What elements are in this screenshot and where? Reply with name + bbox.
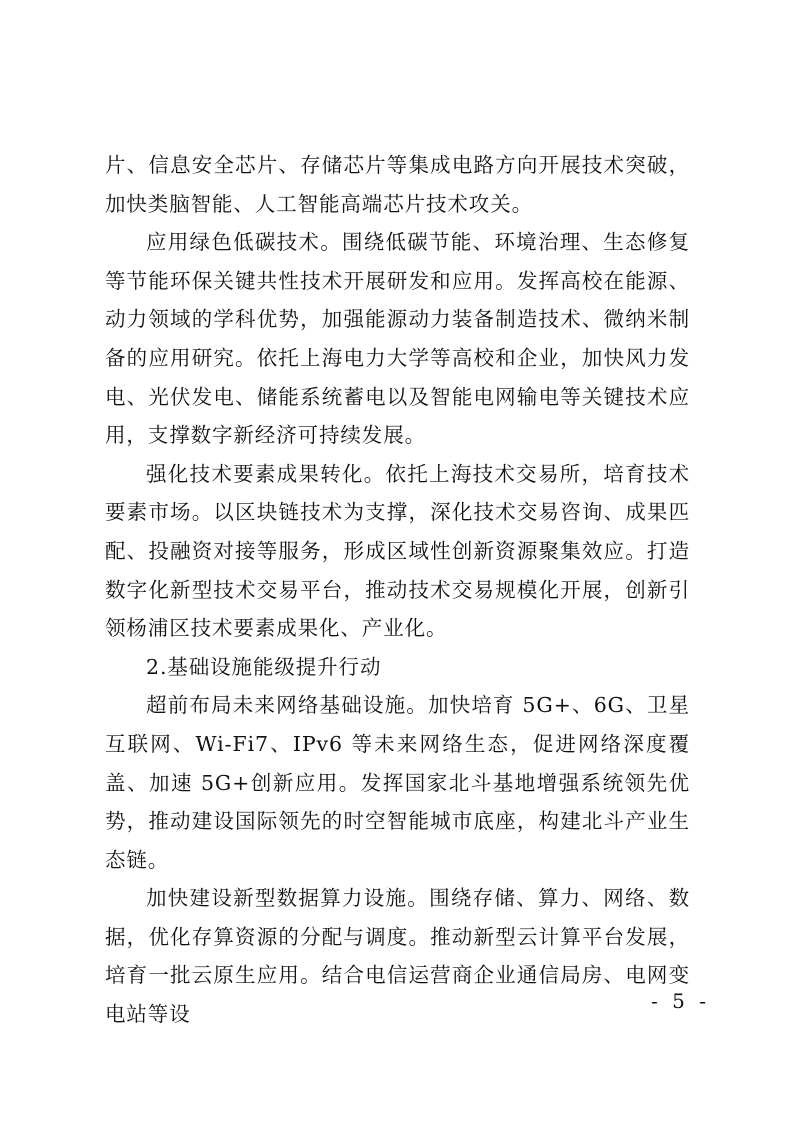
section-heading-infrastructure: 2.基础设施能级提升行动 bbox=[146, 654, 382, 679]
paragraph-tech-transfer: 强化技术要素成果转化。依托上海技术交易所，培育技术要素市场。以区块链技术为支撑，深化技术交易咨询、成果匹配、投融资对接等服务，形成区域性创新资源聚集效应。打造数字化新型技术交易平台，推动技术交易规模化开展，创新引领杨浦区技术要素成果化、产业化。 bbox=[105, 461, 690, 641]
body-text bbox=[105, 146, 690, 1034]
paragraph-future-network: 超前布局未来网络基础设施。加快培育 5G+、6G、卫星互联网、Wi-Fi7、IPv6 等未来网络生态，促进网络深度覆盖、加速 5G+创新应用。发挥国家北斗基地增强系统领先优势，推动建设国际领先的时空智能城市底座，构建北斗产业生态链。 bbox=[105, 693, 690, 872]
paragraph-computing-infrastructure: 加快建设新型数据算力设施。围绕存储、算力、网络、数据，优化存算资源的分配与调度。推动新型云计算平台发展，培育一批云原生应用。结合电信运营商企业通信局房、电网变电站等设 bbox=[105, 886, 690, 1027]
page-number: - 5 - bbox=[651, 989, 710, 1013]
paragraph-continuation: 片、信息安全芯片、存储芯片等集成电路方向开展技术突破，加快类脑智能、人工智能高端芯片技术攻关。 bbox=[105, 153, 690, 216]
paragraph-green-low-carbon: 应用绿色低碳技术。围绕低碳节能、环境治理、生态修复等节能环保关键共性技术开展研发和应用。发挥高校在能源、动力领域的学科优势，加强能源动力装备制造技术、微纳米制备的应用研究。依托上海电力大学等高校和企业，加快风力发电、光伏发电、储能系统蓄电以及智能电网输电等关键技术应用，支撑数字新经济可持续发展。 bbox=[105, 230, 690, 448]
